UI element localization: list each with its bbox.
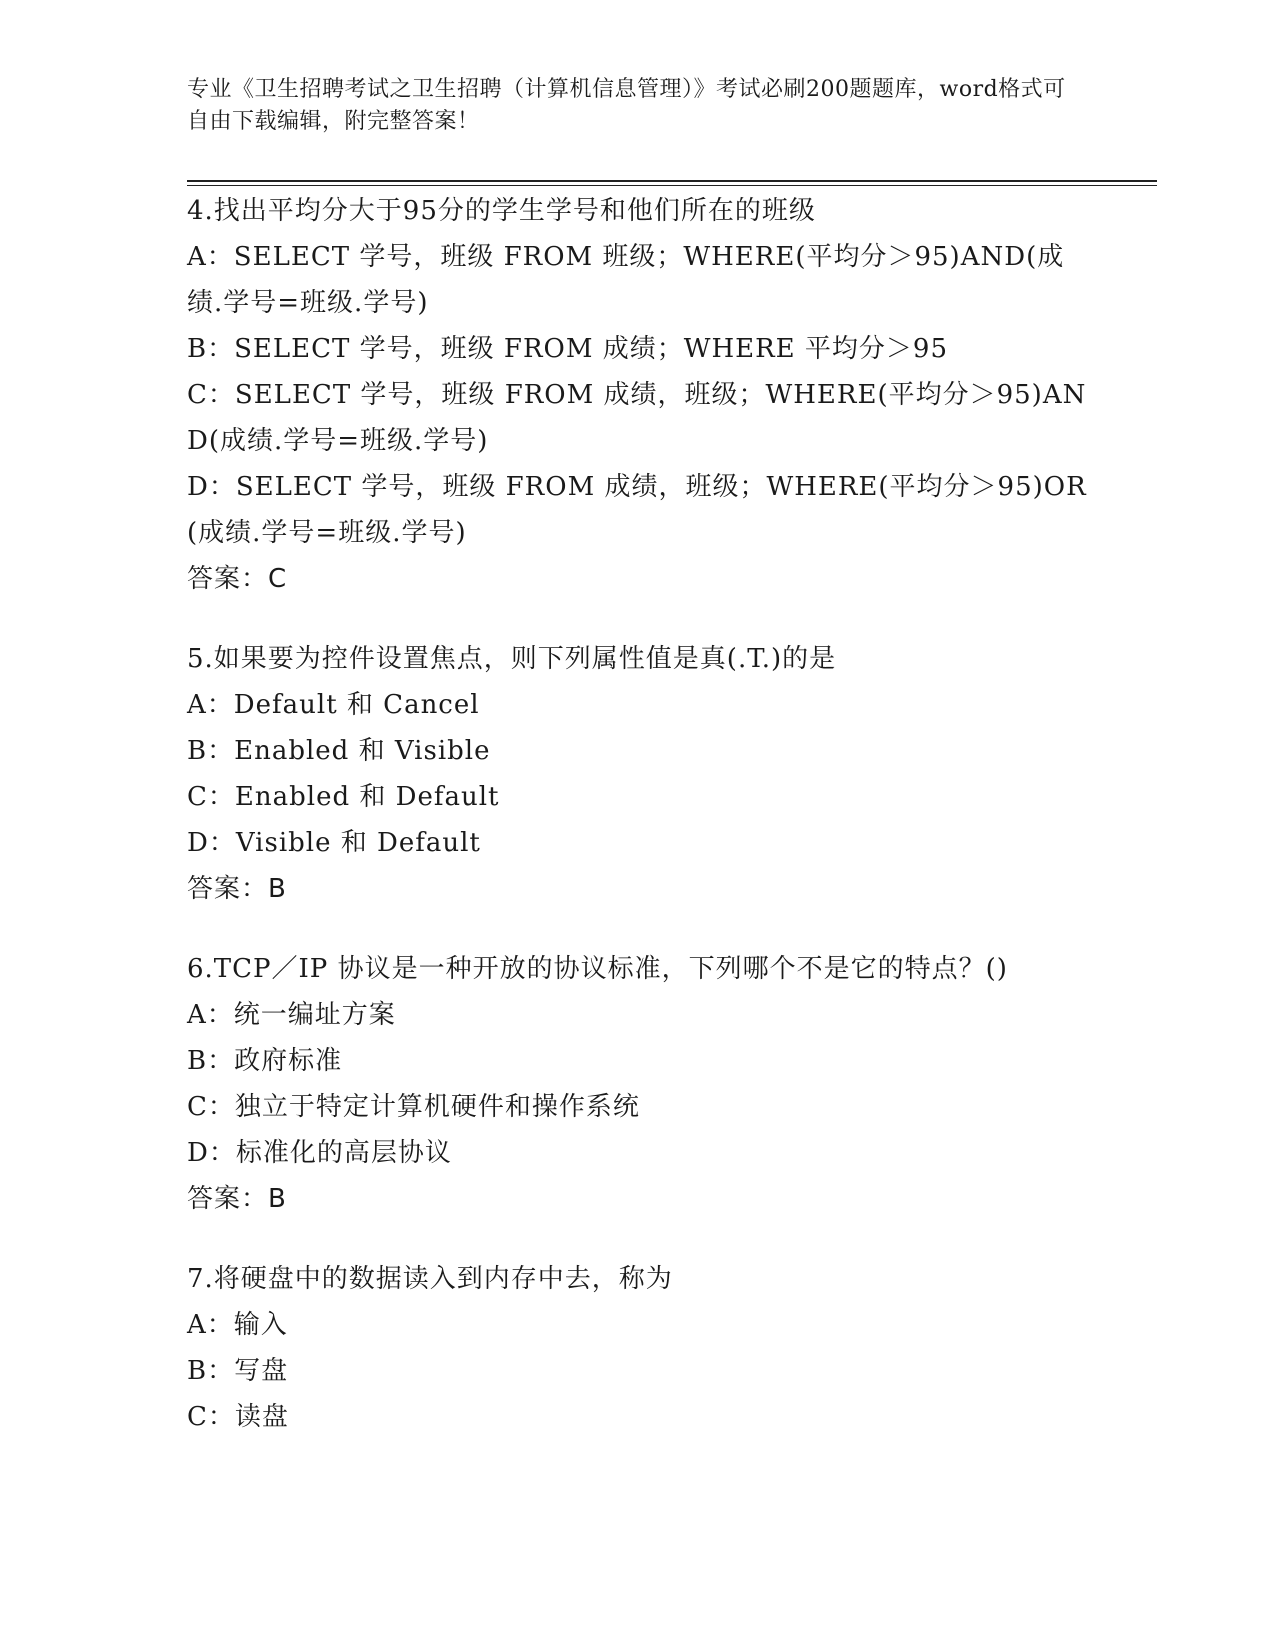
option-c: C：SELECT 学号，班级 FROM 成绩，班级；WHERE(平均分＞95)AND(成绩.学号=班级.学号) <box>187 380 1087 456</box>
answer: 答案：B <box>187 1184 287 1214</box>
option-a: A：输入 <box>187 1310 288 1340</box>
header-divider-thin <box>187 185 1157 186</box>
option-a: A：SELECT 学号，班级 FROM 班级；WHERE(平均分＞95)AND(成绩.学号=班级.学号) <box>187 242 1065 318</box>
option-b: B：政府标准 <box>187 1046 343 1076</box>
answer: 答案：B <box>187 874 287 904</box>
option-c: C：读盘 <box>187 1402 289 1432</box>
question-4 <box>187 188 1087 602</box>
answer: 答案：C <box>187 564 288 594</box>
option-b: B：写盘 <box>187 1356 289 1386</box>
option-d: D：Visible 和 Default <box>187 828 481 858</box>
question-6 <box>187 946 1087 1222</box>
header-divider-thick <box>187 180 1157 182</box>
question-list <box>187 188 1087 1474</box>
option-c: C：Enabled 和 Default <box>187 782 500 812</box>
question-5 <box>187 636 1087 912</box>
option-d: D：SELECT 学号，班级 FROM 成绩，班级；WHERE(平均分＞95)OR(成绩.学号=班级.学号) <box>187 472 1087 548</box>
option-d: D：标准化的高层协议 <box>187 1138 452 1168</box>
question-stem: 4.找出平均分大于95分的学生学号和他们所在的班级 <box>187 196 816 226</box>
question-stem: 6.TCP／IP 协议是一种开放的协议标准，下列哪个不是它的特点？() <box>187 954 1008 984</box>
question-stem: 5.如果要为控件设置焦点，则下列属性值是真(.T.)的是 <box>187 644 837 674</box>
question-7 <box>187 1256 1087 1440</box>
document-header: 专业《卫生招聘考试之卫生招聘（计算机信息管理）》考试必刷200题题库，word格式可自由下载编辑，附完整答案！ <box>187 77 1066 134</box>
option-a: A：Default 和 Cancel <box>187 690 480 720</box>
question-stem: 7.将硬盘中的数据读入到内存中去，称为 <box>187 1264 673 1294</box>
option-c: C：独立于特定计算机硬件和操作系统 <box>187 1092 640 1122</box>
option-b: B：Enabled 和 Visible <box>187 736 491 766</box>
option-b: B：SELECT 学号，班级 FROM 成绩；WHERE 平均分＞95 <box>187 334 949 364</box>
option-a: A：统一编址方案 <box>187 1000 396 1030</box>
